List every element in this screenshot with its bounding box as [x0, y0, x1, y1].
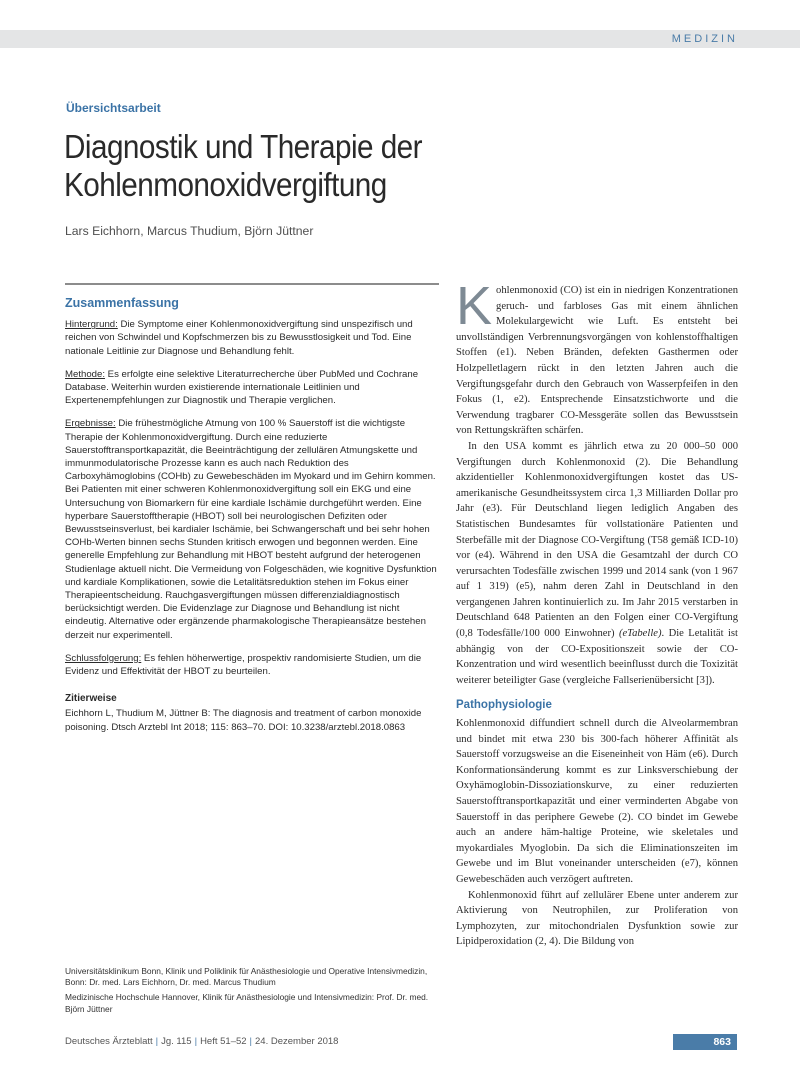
- citation-heading: Zitierweise: [65, 693, 117, 705]
- body-column: [456, 276, 738, 950]
- summary-heading: Zusammenfassung: [65, 296, 179, 310]
- summary-conclusion: [65, 652, 439, 678]
- etabelle-link[interactable]: (eTabelle): [618, 628, 662, 640]
- body-paragraph-1: [456, 276, 738, 439]
- body-paragraph-3: Kohlenmonoxid diffundiert schnell durch die Alveolarmembran und bindet mit etwa 230 bis 300-fach höherer Affinität als Sauerstoff vorzugsweise an die Eiseneinheit von Häm (e6). Durch Konformationsänderung kommt es zur Linksverschiebung der Oxyhämoglobin-Dissoziationskurve, zu einer reduzierten Sauerstofftransportkapazität und einer verminderten Abgabe von Sauerstoff in das periphere Gewebe (2). CO bindet im Gewebe auch an andere häm-haltige Proteine, wie skeletales und myokardiales Myoglobin. Da sich die Eliminationszeiten im Gewebe und im Blut voneinander unterscheiden (e7), können Gewebeschäden auch verzögert auftreten.: [456, 718, 738, 885]
- methods-text: Es erfolgte eine selektive Literaturrecherche über PubMed und Cochrane Database. Weiterhin wurden existierende internationale Leitlinien und Expertenempfehlungen zur Diagnostik und Therapie verglichen.: [65, 368, 419, 407]
- conclusion-text: Es fehlen höherwertige, prospektiv randomisierte Studien, um die Evidenz und Effektivität der HBOT zu beurteilen.: [65, 652, 422, 678]
- footer-citation: Deutsches Ärzteblatt | Jg. 115 | Heft 51–52 | 24. Dezember 2018: [65, 1036, 339, 1047]
- methods-label: Methode:: [65, 368, 106, 380]
- footer-journal: Deutsches Ärzteblatt: [65, 1036, 153, 1047]
- background-label: Hintergrund:: [65, 319, 118, 331]
- results-label: Ergebnisse:: [65, 418, 116, 430]
- summary-box: [65, 283, 439, 734]
- author-list: Lars Eichhorn, Marcus Thudium, Björn Jüttner: [65, 224, 314, 238]
- paragraph-1-text: ohlenmonoxid (CO) ist ein in niedrigen Konzentrationen geruch- und farbloses Gas mit einem ähnlichen Molekulargewicht wie Luft. Es entsteht bei unvollständigen Verbrennungsvorgängen von kohlenstoffhaltigen Stoffen (e1). Neben Bränden, defekten Gasthermen oder Holzpelletlagern rückt in den letzten Jahren auch die Vergiftungsgefahr durch den Gebrauch von Wasserpfeifen in den Fokus (1, e2). Entsprechende Einsatzstichworte und die Verwendung tragbarer CO-Messgeräte sollen das Bewusstsein von Rettungskräften schärfen.: [456, 285, 738, 437]
- footer-issue: Heft 51–52: [200, 1036, 247, 1047]
- affiliation-bonn: Universitätsklinikum Bonn, Klinik und Poliklinik für Anästhesiologie und Operative Intensivmedizin, Bonn: Dr. med. Lars Eichhorn, Dr. med. Marcus Thudium: [65, 966, 428, 988]
- results-text: Die frühestmögliche Atmung von 100 % Sauerstoff ist die wichtigste Therapie der Kohlenmonoxidvergiftung. Durch eine reduzierte Sauerstofftransportkapazität, die Beeinträchtigung der zellulären Atmungskette und immunmodulatorische Prozesse kann es auch nach Reduktion des Carboxyhämoglobins (COHb) zu Gewebeschäden im Myokard und im Gehirn kommen. Bei Patienten mit einer schweren Kohlenmonoxidvergiftung soll ein EKG und eine Untersuchung von Biomarkern für eine kardiale Ischämie durchgeführt werden. Eine hyperbare Sauerstofftherapie (HBOT) soll bei neurologischen Defiziten oder Bewusstseinsverlust, bei kardialer Ischämie, bei Schwangerschaft und bei sehr hohen COHb-Werten binnen sechs Stunden kritisch erwogen und begonnen werden. Eine generelle Empfehlung zur Behandlung mit HBOT besteht aufgrund der heterogenen Studienlage aktuell nicht. Die Vermeidung von Folgeschäden, wie kognitive Dysfunktion und kardiale Komplikationen, sowie die Letalitätsreduktion stehen im Fokus einer Therapieentscheidung. Rauchgasvergiftungen müssen differenzialdiagnostisch berücksichtigt werden. Die Evidenzlage zur Diagnose und Behandlung ist nicht eindeutig. Alternative oder ergänzende pharmakologische Therapieansätze bestehen derzeit nur experimentell.: [65, 418, 437, 641]
- footer-volume: Jg. 115: [161, 1036, 192, 1047]
- paragraph-2-end: . Die Letalität ist abhängig von der CO-Expositionszeit sowie der CO-Konzentration und wird wesentlich beeinflusst durch die Toxizität weiterer beteiligter Gase (vergleiche Fallserienübersicht [3]).: [456, 628, 738, 686]
- conclusion-label: Schlussfolgerung:: [65, 652, 142, 664]
- affiliations: [65, 966, 445, 1019]
- subheading-pathophysiologie: Pathophysiologie: [456, 699, 552, 712]
- title-line-1: Diagnostik und Therapie der: [64, 128, 423, 165]
- summary-methods: [65, 368, 439, 408]
- page-number: 863: [673, 1034, 737, 1050]
- drop-cap: K: [456, 276, 493, 336]
- page-footer: [65, 1036, 737, 1050]
- section-label: MEDIZIN: [671, 33, 738, 45]
- body-paragraph-2: [456, 439, 738, 689]
- summary-background: [65, 318, 439, 358]
- title-line-2: Kohlenmonoxidvergiftung: [64, 166, 387, 203]
- article-title: [64, 128, 422, 204]
- background-text: Die Symptome einer Kohlenmonoxidvergiftung sind unspezifisch und reichen von Schwindel und Kopfschmerzen bis zu Bewusstlosigkeit und Tod. Eine nationale Leitlinie zur Diagnose und Behandlung fehlt.: [65, 319, 413, 357]
- affiliation-hannover: Medizinische Hochschule Hannover, Klinik für Anästhesiologie und Intensivmedizin: Prof. Dr. med. Björn Jüttner: [65, 992, 429, 1014]
- article-type: Übersichtsarbeit: [66, 101, 161, 115]
- citation-text: Eichhorn L, Thudium M, Jüttner B: The diagnosis and treatment of carbon monoxide poisoning. Dtsch Arztebl Int 2018; 115: 863–70. DOI: 10.3238/arztebl.2018.0863: [65, 708, 422, 733]
- summary-results: [65, 417, 439, 641]
- footer-date: 24. Dezember 2018: [255, 1036, 339, 1047]
- paragraph-2-text: In den USA kommt es jährlich etwa zu 20 000–50 000 Vergiftungen durch Kohlenmonoxid (2). Die Behandlung akzidentieller Kohlenmonoxidvergiftungen kostet das US-amerikanische Gesundheitssystem circa 1,3 Milliarden Dollar pro Jahr (e3). Für Deutschland liegen lediglich Angaben des Statistischen Bundesamtes für vollstationäre Patienten und Sterbefälle mit der Diagnose CO-Vergiftung (T58 gemäß ICD-10) vor (e4). Während in den USA die Gesamtzahl der durch CO verursachten Todesfälle zwischen 1999 und 2014 sank (von 1 967 auf 1 319) (e5), nahm deren Zahl in Deutschland in den vergangenen Jahren kontinuierlich zu. Im Jahr 2015 verstarben in Deutschland 648 Patienten an den Folgen einer CO-Vergiftung (0,8 Todesfälle/100 000 Einwohner): [456, 440, 738, 640]
- body-paragraph-4: Kohlenmonoxid führt auf zellulärer Ebene unter anderem zur Aktivierung von Neutrophilen, zur Proliferation von Lymphozyten, zur mitochondrialen Dysfunktion sowie zur Lipidperoxidation (2, 4). Die Bildung von: [456, 889, 738, 948]
